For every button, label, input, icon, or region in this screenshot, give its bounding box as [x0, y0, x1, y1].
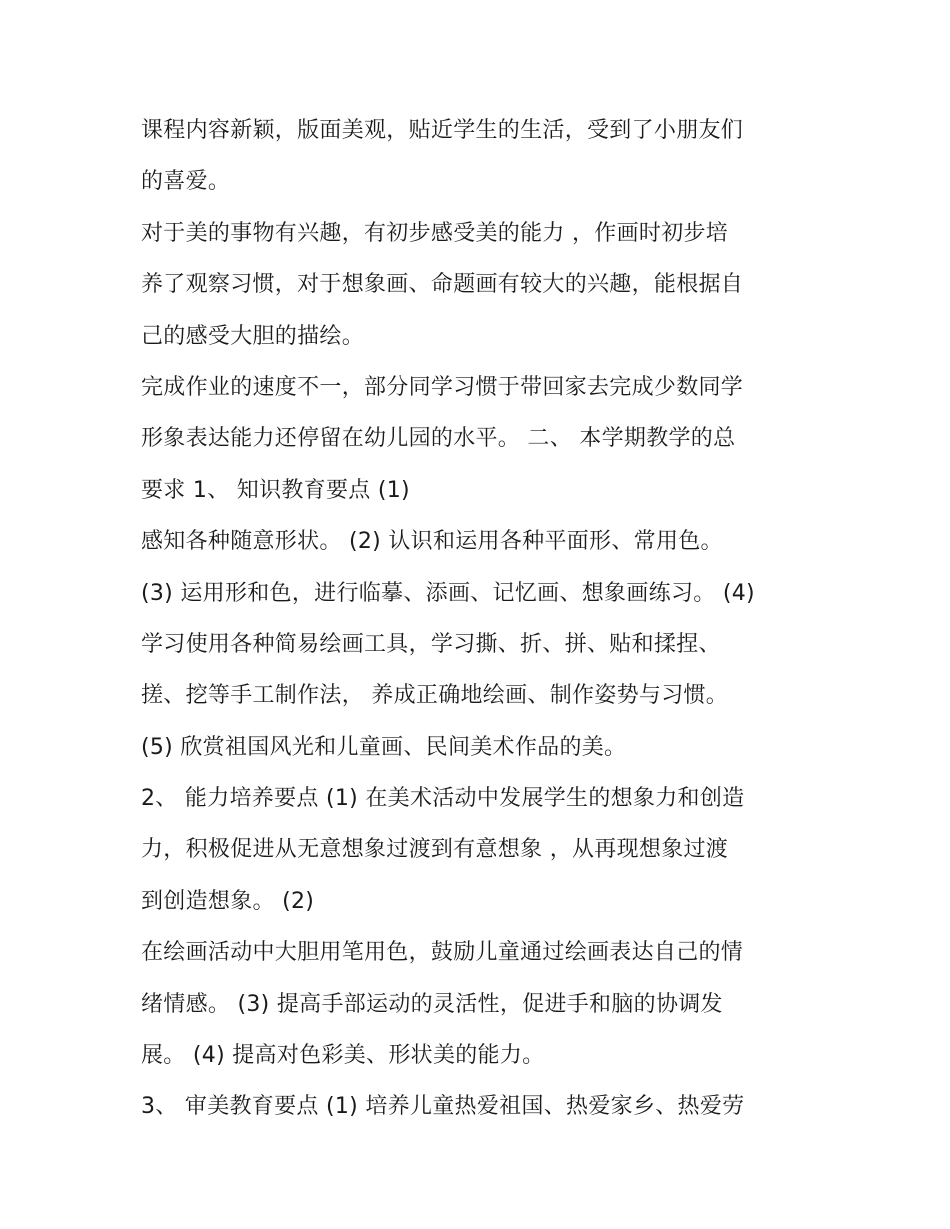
text-line: 完成作业的速度不一，部分同学习惯于带回家去完成少数同学 — [141, 374, 744, 400]
text-line: 要求 1、 知识教育要点 (1) — [141, 477, 410, 503]
text-line: 感知各种随意形状。 (2) 认识和运用各种平面形、常用色。 — [141, 529, 723, 555]
text-line: 在绘画活动中大胆用笔用色，鼓励儿童通过绘画表达自己的情 — [141, 940, 744, 966]
text-line: 到创造想象。 (2) — [141, 888, 315, 914]
text-line: 展。 (4) 提高对色彩美、形状美的能力。 — [141, 1043, 545, 1069]
text-line: 的喜爱。 — [141, 169, 231, 195]
text-line: 养了观察习惯，对于想象画、命题画有较大的兴趣，能根据自 — [141, 272, 744, 298]
text-line: 课程内容新颖，版面美观，贴近学生的生活，受到了小朋友们 — [141, 118, 744, 143]
text-line: 学习使用各种简易绘画工具，学习撕、折、拼、贴和揉捏、 — [141, 631, 721, 657]
text-line: 3、 审美教育要点 (1) 培养儿童热爱祖国、热爱家乡、热爱劳 — [141, 1094, 745, 1120]
text-line: (5) 欣赏祖国风光和儿童画、民间美术作品的美。 — [141, 734, 627, 760]
document-body — [141, 105, 821, 1133]
text-line: (3) 运用形和色，进行临摹、添画、记忆画、想象画练习。 (4) — [141, 580, 755, 606]
text-line: 对于美的事物有兴趣，有初步感受美的能力 ，作画时初步培 — [141, 220, 729, 246]
text-line: 2、 能力培养要点 (1) 在美术活动中发展学生的想象力和创造 — [141, 786, 745, 812]
text-line: 绪情感。 (3) 提高手部运动的灵活性，促进手和脑的协调发 — [141, 991, 723, 1017]
text-line: 己的感受大胆的描绘。 — [141, 323, 365, 349]
text-line: 力，积极促进从无意想象过渡到有意想象 ，从再现想象过渡 — [141, 837, 729, 863]
text-line: 搓、挖等手工制作法， 养成正确地绘画、制作姿势与习惯。 — [141, 683, 729, 709]
text-line: 形象表达能力还停留在幼儿园的水平。 二、 本学期教学的总 — [141, 426, 736, 452]
